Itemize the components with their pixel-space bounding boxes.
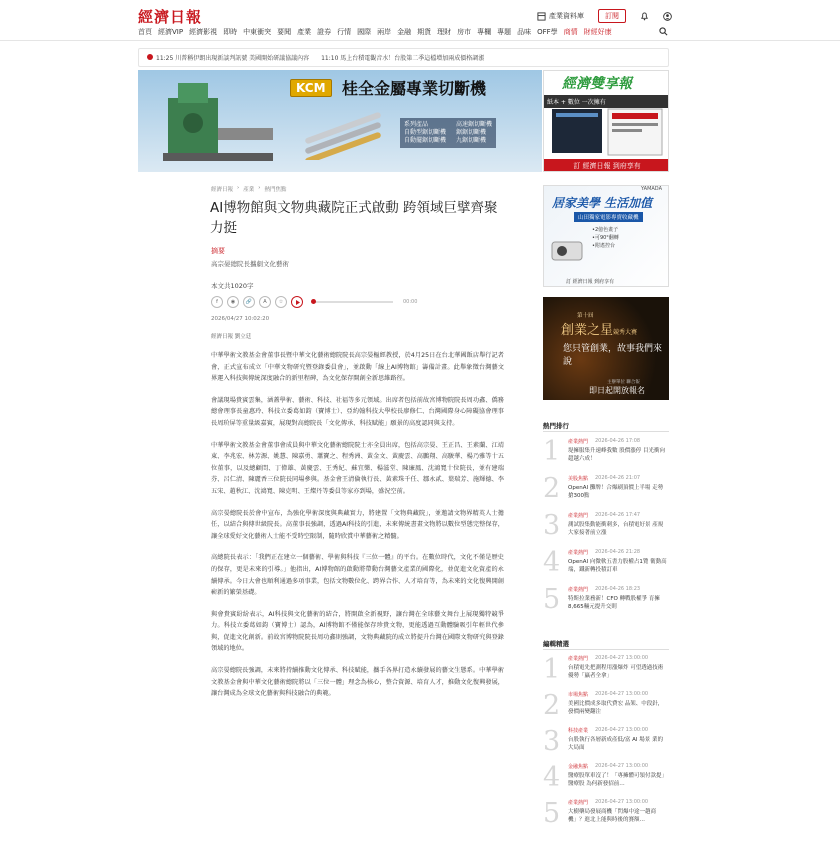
rank-number: 3: [543, 510, 561, 541]
list-item[interactable]: [543, 434, 669, 469]
article-paragraph: 高宗晏總院長強調，未來將持續推動文化傳承、科技賦能，攜手各界打造永續發展的藝文生態系。中華學術文教基金會與中華文化藝術總院將以「三位一體」理念為核心，整合資源、培育人才，推動文化復興發展，讓台灣成為全球文化藝術與科技融合的典範。: [211, 667, 504, 698]
list-item[interactable]: [543, 508, 669, 543]
list-item[interactable]: [543, 652, 669, 686]
nav-item[interactable]: 兩岸: [377, 28, 392, 36]
bell-icon[interactable]: [640, 12, 649, 21]
ad-subline: 山田獨家電影專賣收藏機: [574, 212, 643, 222]
facebook-share-icon[interactable]: f: [211, 296, 223, 308]
item-date: 2026-04-26 21:07: [595, 475, 641, 481]
article-paragraph: 高宗晏總院長於會中宣布，為強化學術深度與典藏實力，將建置「文物典藏院」，並邀請文物界精英人士擔任，以結合與傳世級院長。高董事長強調，透過AI科技的引進，未來傳統書畫文物將以數位型態完整保存，讓全球愛好文化藝術人士能不受時空限制，隨時欣賞中華藝術之精髓。: [211, 509, 504, 540]
nav-item[interactable]: 經濟影視: [189, 28, 218, 36]
article-body: [211, 350, 504, 710]
item-category: 產業熱門: [568, 439, 589, 445]
banner-title: 桂全金屬專業切斷機: [342, 79, 487, 98]
feature: 九鋸切斷機: [456, 137, 487, 144]
nav-item[interactable]: 期貨: [417, 28, 432, 36]
article-paragraph: 中華學術文教基金會董事會成員與中華文化藝術總院院士亦全員出席，包括高宗晏、王正昌、王素蘭、江靖東、李兆宏、林芳源、姚慧、陳嘉勇、蕭寶之、程秀洲、黃金文、黃慶雲、高鵬翔、高駿華、楊乃雅等十五位董事，以及總顧問、丁偉雄、黃慶雲、王秀紀、蘇宜樂、楊滋堂、陳廉鳳、沈鴻寬十位院長，並有建瑞芬、呂仁清、陳麗香三位院長同場參與。基金會王清倫執行長、黃素珠千任、鄒永貳、葉瑞芳、施輝德、李五宋、趙秋江、沈鴻寬、陳克明、王燦丹等委員等家亦到場，盛況空前。: [211, 441, 504, 495]
nav-item[interactable]: 首頁: [138, 28, 152, 36]
item-category: 美股焦點: [568, 476, 589, 482]
ad-strap: 紙本 + 數位 一次擁有: [544, 95, 669, 108]
breadcrumb-item[interactable]: 產業: [243, 187, 255, 193]
feature: 系列產品: [404, 121, 429, 128]
ad-feature: •附遙控台: [592, 243, 615, 249]
article-paragraph: 高總院長表示：「我們正在建立一個藝術、學術與科技『三位一體』的平台。在數位時代，文化不僅是歷史的保存，更是未來的引導。」他指出，AI博物館的啟動將帶動台灣藝文產業的國際化，並促進文化資產的永續傳承。今日大會也順利通過多項事業，包括文物數位化、跨界合作、人才培育等，為未來的文化復興開創嶄新的繁榮基礎。: [211, 554, 504, 597]
ad-headline: 居家美學 生活加值: [552, 196, 653, 210]
item-date: 2026-04-26 21:28: [595, 549, 641, 555]
picks-divider: [543, 649, 669, 650]
nav-item[interactable]: 專題: [497, 28, 512, 36]
kcm-logo: KCM: [290, 79, 332, 97]
database-label: 產業資料庫: [549, 12, 584, 20]
article-date: 2026/04/27 10:02:20: [211, 316, 270, 322]
article-title: AI博物館與文物典藏院正式啟動 跨領域巨擘齊聚力挺: [210, 200, 498, 236]
list-item[interactable]: [543, 688, 669, 722]
item-date: 2026-04-27 13:00:00: [595, 763, 649, 769]
site-logo[interactable]: 經濟日報: [138, 8, 203, 26]
article-toolbar: [211, 296, 417, 308]
item-category: 產業熱門: [568, 656, 589, 662]
ticker-item-left[interactable]: 11:25 川普稱伊朗出現新談判訊號 美國開始研議協議內容: [156, 55, 310, 62]
audio-time: 00:00: [403, 299, 418, 305]
feature: 自動型鋸切斷機: [404, 129, 447, 136]
list-item[interactable]: [543, 582, 669, 617]
rank-number: 2: [543, 473, 561, 504]
feature: 高速鋸切斷機: [456, 121, 493, 128]
item-category: 科技產業: [568, 728, 589, 734]
list-item[interactable]: [543, 545, 669, 580]
item-headline[interactable]: 特斯拉業務新！CFO 轉戰股權爭 育擁8,665輛元提升交則: [568, 596, 660, 610]
item-headline[interactable]: 測試股集動能衝刺多，台積電好景 產規 大家接著前立漲: [568, 522, 664, 536]
sidebar-ad-yamada[interactable]: [543, 185, 669, 287]
nav-item[interactable]: 即時: [223, 28, 238, 36]
item-headline[interactable]: 醫療股單車沒了！「專擁體可領付款提」醫療股 為何新發招前…: [568, 773, 668, 787]
link-share-icon[interactable]: 🔗: [243, 296, 255, 308]
newspaper-image: [550, 107, 664, 157]
rank-number: 1: [543, 436, 561, 467]
editor-picks-title: 編輯精選: [543, 640, 569, 648]
nav-item[interactable]: 國際: [357, 28, 372, 36]
item-category: 產業熱門: [568, 513, 589, 519]
breadcrumb: 經濟日報 › 產業 › 熱門焦點: [211, 185, 287, 193]
feature: 自動擺鋸切斷機: [404, 137, 447, 144]
nav-item[interactable]: 要聞: [277, 28, 292, 36]
projector-image: [548, 228, 588, 274]
ad-features: [592, 226, 619, 250]
rank-number: 2: [543, 690, 561, 721]
hot-list-title: 熱門排行: [543, 422, 569, 430]
sidebar-ad-startup[interactable]: [543, 297, 669, 400]
item-date: 2026-04-27 13:00:00: [595, 799, 649, 805]
subscribe-button[interactable]: 訂閱: [598, 9, 626, 23]
nav-item-promo[interactable]: 商情: [563, 28, 578, 36]
database-icon: [537, 12, 546, 21]
banner-features: [400, 118, 496, 148]
font-size-icon[interactable]: A: [259, 296, 271, 308]
word-count: 本文共1020字: [211, 282, 254, 290]
list-item[interactable]: [543, 796, 669, 830]
ticker-item-right[interactable]: 11:10 馬上台積電觀音水！台股第二季這檔增加兩成價格調漲: [321, 55, 485, 62]
ad-headline: 創業之星競秀大賽: [561, 323, 638, 338]
top-banner-ad[interactable]: [138, 70, 542, 172]
nav-item[interactable]: 房市: [457, 28, 472, 36]
nav-item[interactable]: 金融: [397, 28, 412, 36]
rank-number: 4: [543, 762, 561, 793]
summary-text: 高宗晏總院長攜劇文化藝術: [211, 260, 289, 268]
feature: 鋸鋸切斷機: [456, 129, 487, 136]
header-actions: [537, 9, 672, 23]
item-headline[interactable]: 美國比價成多取代費宏 品架、中段針，發價兩變翻注: [568, 701, 664, 715]
item-category: 市場焦點: [568, 692, 589, 698]
ad-feature: •可90°翻轉: [592, 235, 619, 241]
ticker-dot-icon: [147, 54, 153, 60]
list-item[interactable]: [543, 724, 669, 758]
nav-item[interactable]: 證券: [317, 28, 332, 36]
article-paragraph: 與會貴賓紛紛表示，AI科技與文化藝術的結合，將開啟全新視野，讓台灣在全球藝文舞台上展現獨特競爭力。科技立委葛如鈞（寶博士）認為，AI博物館不僅能保存珍貴文物，更能透過互動體驗吸引年輕世代參與，促進文化創新。前故宮博物院院長周功鑫則強調，文物典藏院的成立將提升台灣在國際文物研究與登錄領域的地位。: [211, 610, 504, 653]
item-headline[interactable]: 大樹藥局發展商機「閃爆中途一趟商機」？進北上能與時後的賽額…: [568, 809, 657, 823]
item-category: 金融焦點: [568, 764, 589, 770]
rank-number: 1: [543, 654, 561, 685]
item-headline[interactable]: OpenAI 向微軟五書力股權占1覽 衛動高端，鐵新轉投積訂車: [568, 559, 667, 573]
list-item[interactable]: [543, 471, 669, 506]
ad-organizer: 主辦單位 聯合報: [607, 380, 640, 385]
metal-rods-image: [298, 110, 388, 160]
hot-divider: [543, 431, 669, 432]
item-date: 2026-04-27 13:00:00: [595, 691, 649, 697]
main-nav: [138, 27, 668, 37]
ad-edition: 第十屆: [577, 313, 594, 319]
item-headline[interactable]: 台積電先把測程用漲爆炸 可望透過技術優勢「贏者全拿」: [568, 665, 664, 679]
user-icon[interactable]: [663, 12, 672, 21]
article-paragraph: 會議現場貴賓雲集，涵蓋學術、藝術、科技、社福等多元領域。出席者包括前故宮博物院院長周功鑫、僑務總會理事長童惠玲、科技立委葛如鈞（寶博士）、亞約翰科技大學校長廖修仁、台灣國際身心障礙協會理事長周玠屏等重量級嘉賓，展現對高總院長「文化傳承、科技賦能」願景的高度認同與支持。: [211, 396, 504, 427]
news-ticker[interactable]: [138, 48, 669, 67]
nav-divider: [0, 40, 840, 41]
audio-progress-bar[interactable]: [313, 301, 393, 303]
line-share-icon[interactable]: ◉: [227, 296, 239, 308]
nav-item-deals[interactable]: 財經好康: [583, 28, 612, 36]
item-headline[interactable]: OpenAI 攤牌！合爆刷頂價上半場 走勢搶300點: [568, 485, 664, 499]
item-date: 2026-04-27 13:00:00: [595, 727, 649, 733]
item-category: 產業熱門: [568, 550, 589, 556]
item-headline[interactable]: 台股執行各層新成產低/富 AI 場景 業的大局面: [568, 737, 663, 751]
article-author: 經濟日報 劉立廷: [211, 334, 252, 340]
item-date: 2026-04-27 13:00:00: [595, 655, 649, 661]
rank-number: 4: [543, 547, 561, 578]
ad-bottom: 訂 經濟日報 到府享有: [566, 279, 615, 285]
database-button[interactable]: [537, 11, 584, 21]
nav-item[interactable]: 品味: [517, 28, 532, 36]
breadcrumb-item[interactable]: 經濟日報: [211, 187, 234, 193]
search-icon[interactable]: [659, 27, 668, 36]
ad-slogan: 您只管創業，故事我們來說: [563, 344, 663, 367]
ad-brand: YAMADA: [640, 186, 662, 192]
list-item[interactable]: [543, 760, 669, 794]
rank-number: 5: [543, 584, 561, 615]
subscription-ad[interactable]: [543, 70, 669, 172]
site-header: [0, 0, 840, 40]
nav-item[interactable]: 中東衝突: [243, 28, 272, 36]
bookmark-icon[interactable]: ☆: [275, 296, 287, 308]
rank-number: 5: [543, 798, 561, 829]
summary-heading: 摘要: [211, 247, 225, 255]
nav-item[interactable]: 行情: [337, 28, 352, 36]
nav-item[interactable]: 專欄: [477, 28, 492, 36]
nav-item[interactable]: 理財: [437, 28, 452, 36]
nav-item[interactable]: 產業: [297, 28, 312, 36]
breadcrumb-item[interactable]: 熱門焦點: [264, 187, 287, 193]
ad-cta[interactable]: 訂 經濟日報 到府享有: [544, 159, 669, 172]
item-date: 2026-04-26 18:23: [595, 586, 641, 592]
item-date: 2026-04-26 17:47: [595, 512, 641, 518]
nav-item[interactable]: 經濟VIP: [158, 28, 184, 36]
ad-title: 經濟雙享報: [562, 76, 632, 92]
audio-play-icon[interactable]: [291, 296, 303, 308]
cutting-machine-image: [158, 78, 278, 168]
rank-number: 3: [543, 726, 561, 757]
ad-cta[interactable]: 即日起開放報名: [589, 386, 645, 395]
item-headline[interactable]: 堤擁服集升速峰我數 股價漲停 目光衝向超越六成！: [568, 448, 665, 462]
item-category: 產業熱門: [568, 587, 589, 593]
ad-feature: •2億色畫子: [592, 227, 619, 233]
article-paragraph: 中華學術文教基金會董事長暨中華文化藝術總院院長高宗晏樞經教授，於4月25日在台北華國飯店舉行記者會，正式宣布成立「中華文物研究暨登錄委員會」，並啟動「線上AI博物館」籌備計畫。此舉象徵台灣藝文界運入科技與傳統深度融合的新里程碑，為文化保存開創全新思維路徑。: [211, 352, 504, 383]
item-category: 產業熱門: [568, 800, 589, 806]
item-date: 2026-04-26 17:08: [595, 438, 641, 444]
nav-item[interactable]: OFF學: [537, 28, 558, 36]
